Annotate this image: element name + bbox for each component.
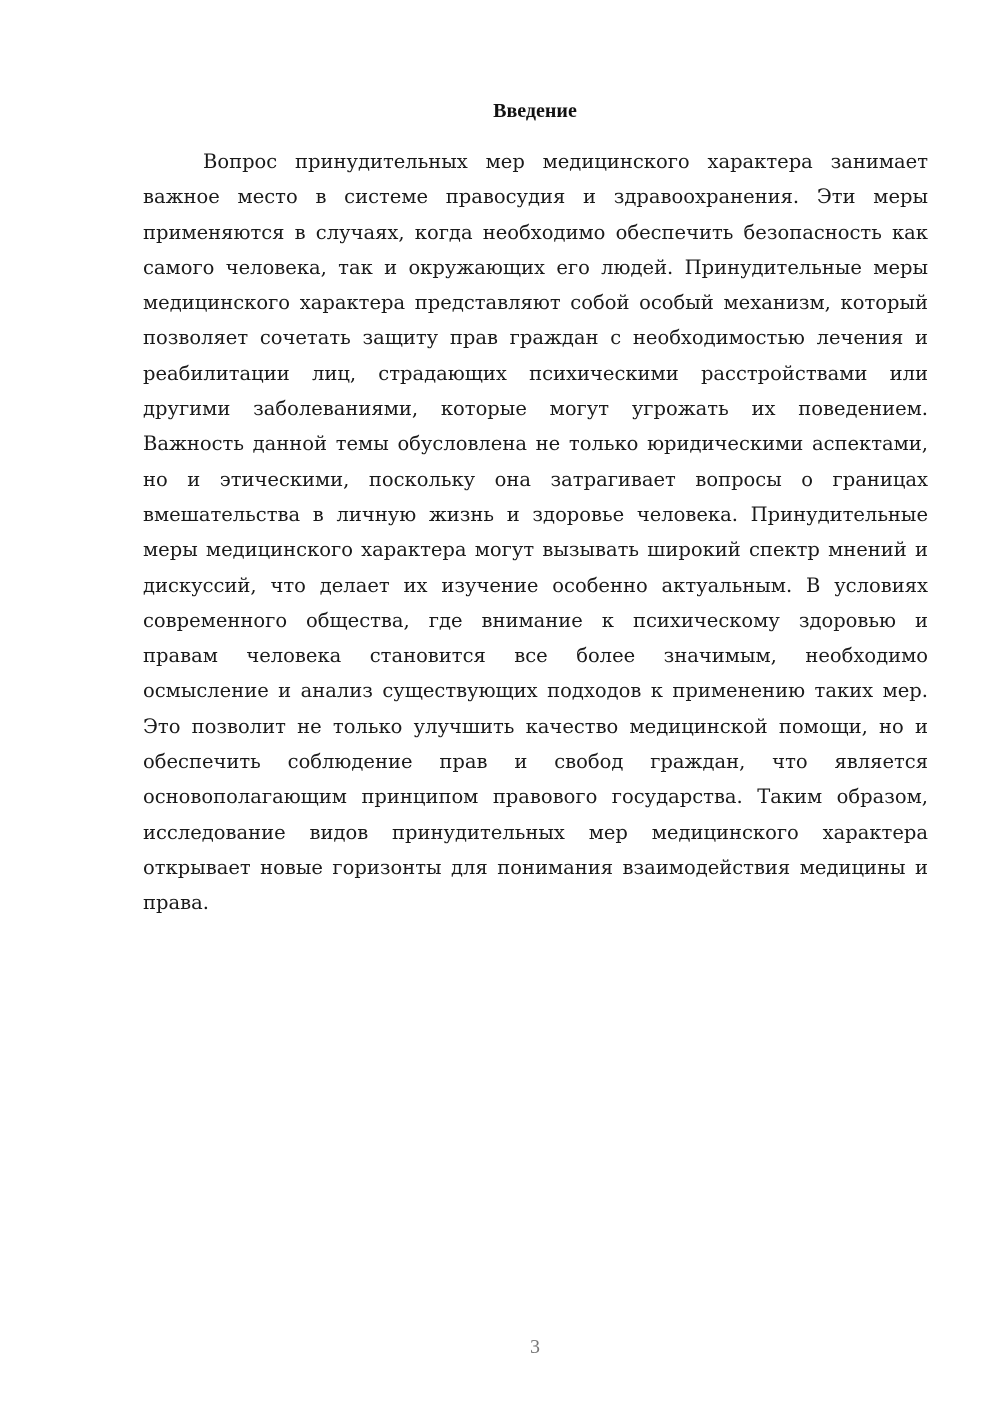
paragraph-line: позволяет сочетать защиту прав граждан с необходимостью лечения и	[143, 326, 928, 350]
paragraph-line: дискуссий, что делает их изучение особенно актуальным. В условиях	[143, 573, 928, 597]
paragraph-line: основополагающим принципом правового государства. Таким образом,	[143, 785, 928, 809]
paragraph-line: самого человека, так и окружающих его людей. Принудительные меры	[143, 255, 928, 279]
paragraph-line: открывает новые горизонты для понимания взаимодействия медицины и	[143, 855, 928, 879]
paragraph-line: применяются в случаях, когда необходимо обеспечить безопасность как	[143, 220, 928, 244]
paragraph-line: осмысление и анализ существующих подходов к применению таких мер.	[143, 679, 928, 703]
page-number: 3	[530, 1336, 540, 1358]
paragraph-line: обеспечить соблюдение прав и свобод граждан, что является	[143, 750, 928, 774]
paragraph-line: Это позволит не только улучшить качество медицинской помощи, но и	[143, 714, 928, 738]
body-paragraph	[143, 144, 928, 921]
paragraph-line: современного общества, где внимание к психическому здоровью и	[143, 608, 928, 632]
paragraph-line: медицинского характера представляют собой особый механизм, который	[143, 291, 928, 315]
paragraph-line: вмешательства в личную жизнь и здоровье человека. Принудительные	[143, 502, 928, 526]
paragraph-line: реабилитации лиц, страдающих психическими расстройствами или	[143, 361, 928, 385]
paragraph-line: Вопрос принудительных мер медицинского характера занимает	[203, 150, 928, 173]
paragraph-line: меры медицинского характера могут вызывать широкий спектр мнений и	[143, 538, 928, 562]
paragraph-line: Важность данной темы обусловлена не только юридическими аспектами,	[143, 432, 928, 456]
paragraph-line: другими заболеваниями, которые могут угрожать их поведением.	[143, 397, 928, 421]
paragraph-line: права.	[143, 891, 209, 915]
paragraph-line: правам человека становится все более значимым, необходимо	[143, 644, 928, 668]
paragraph-line: важное место в системе правосудия и здравоохранения. Эти меры	[143, 185, 928, 209]
paragraph-line: но и этическими, поскольку она затрагивает вопросы о границах	[143, 467, 928, 491]
section-heading: Введение	[493, 100, 577, 122]
paragraph-line: исследование видов принудительных мер медицинского характера	[143, 820, 928, 844]
